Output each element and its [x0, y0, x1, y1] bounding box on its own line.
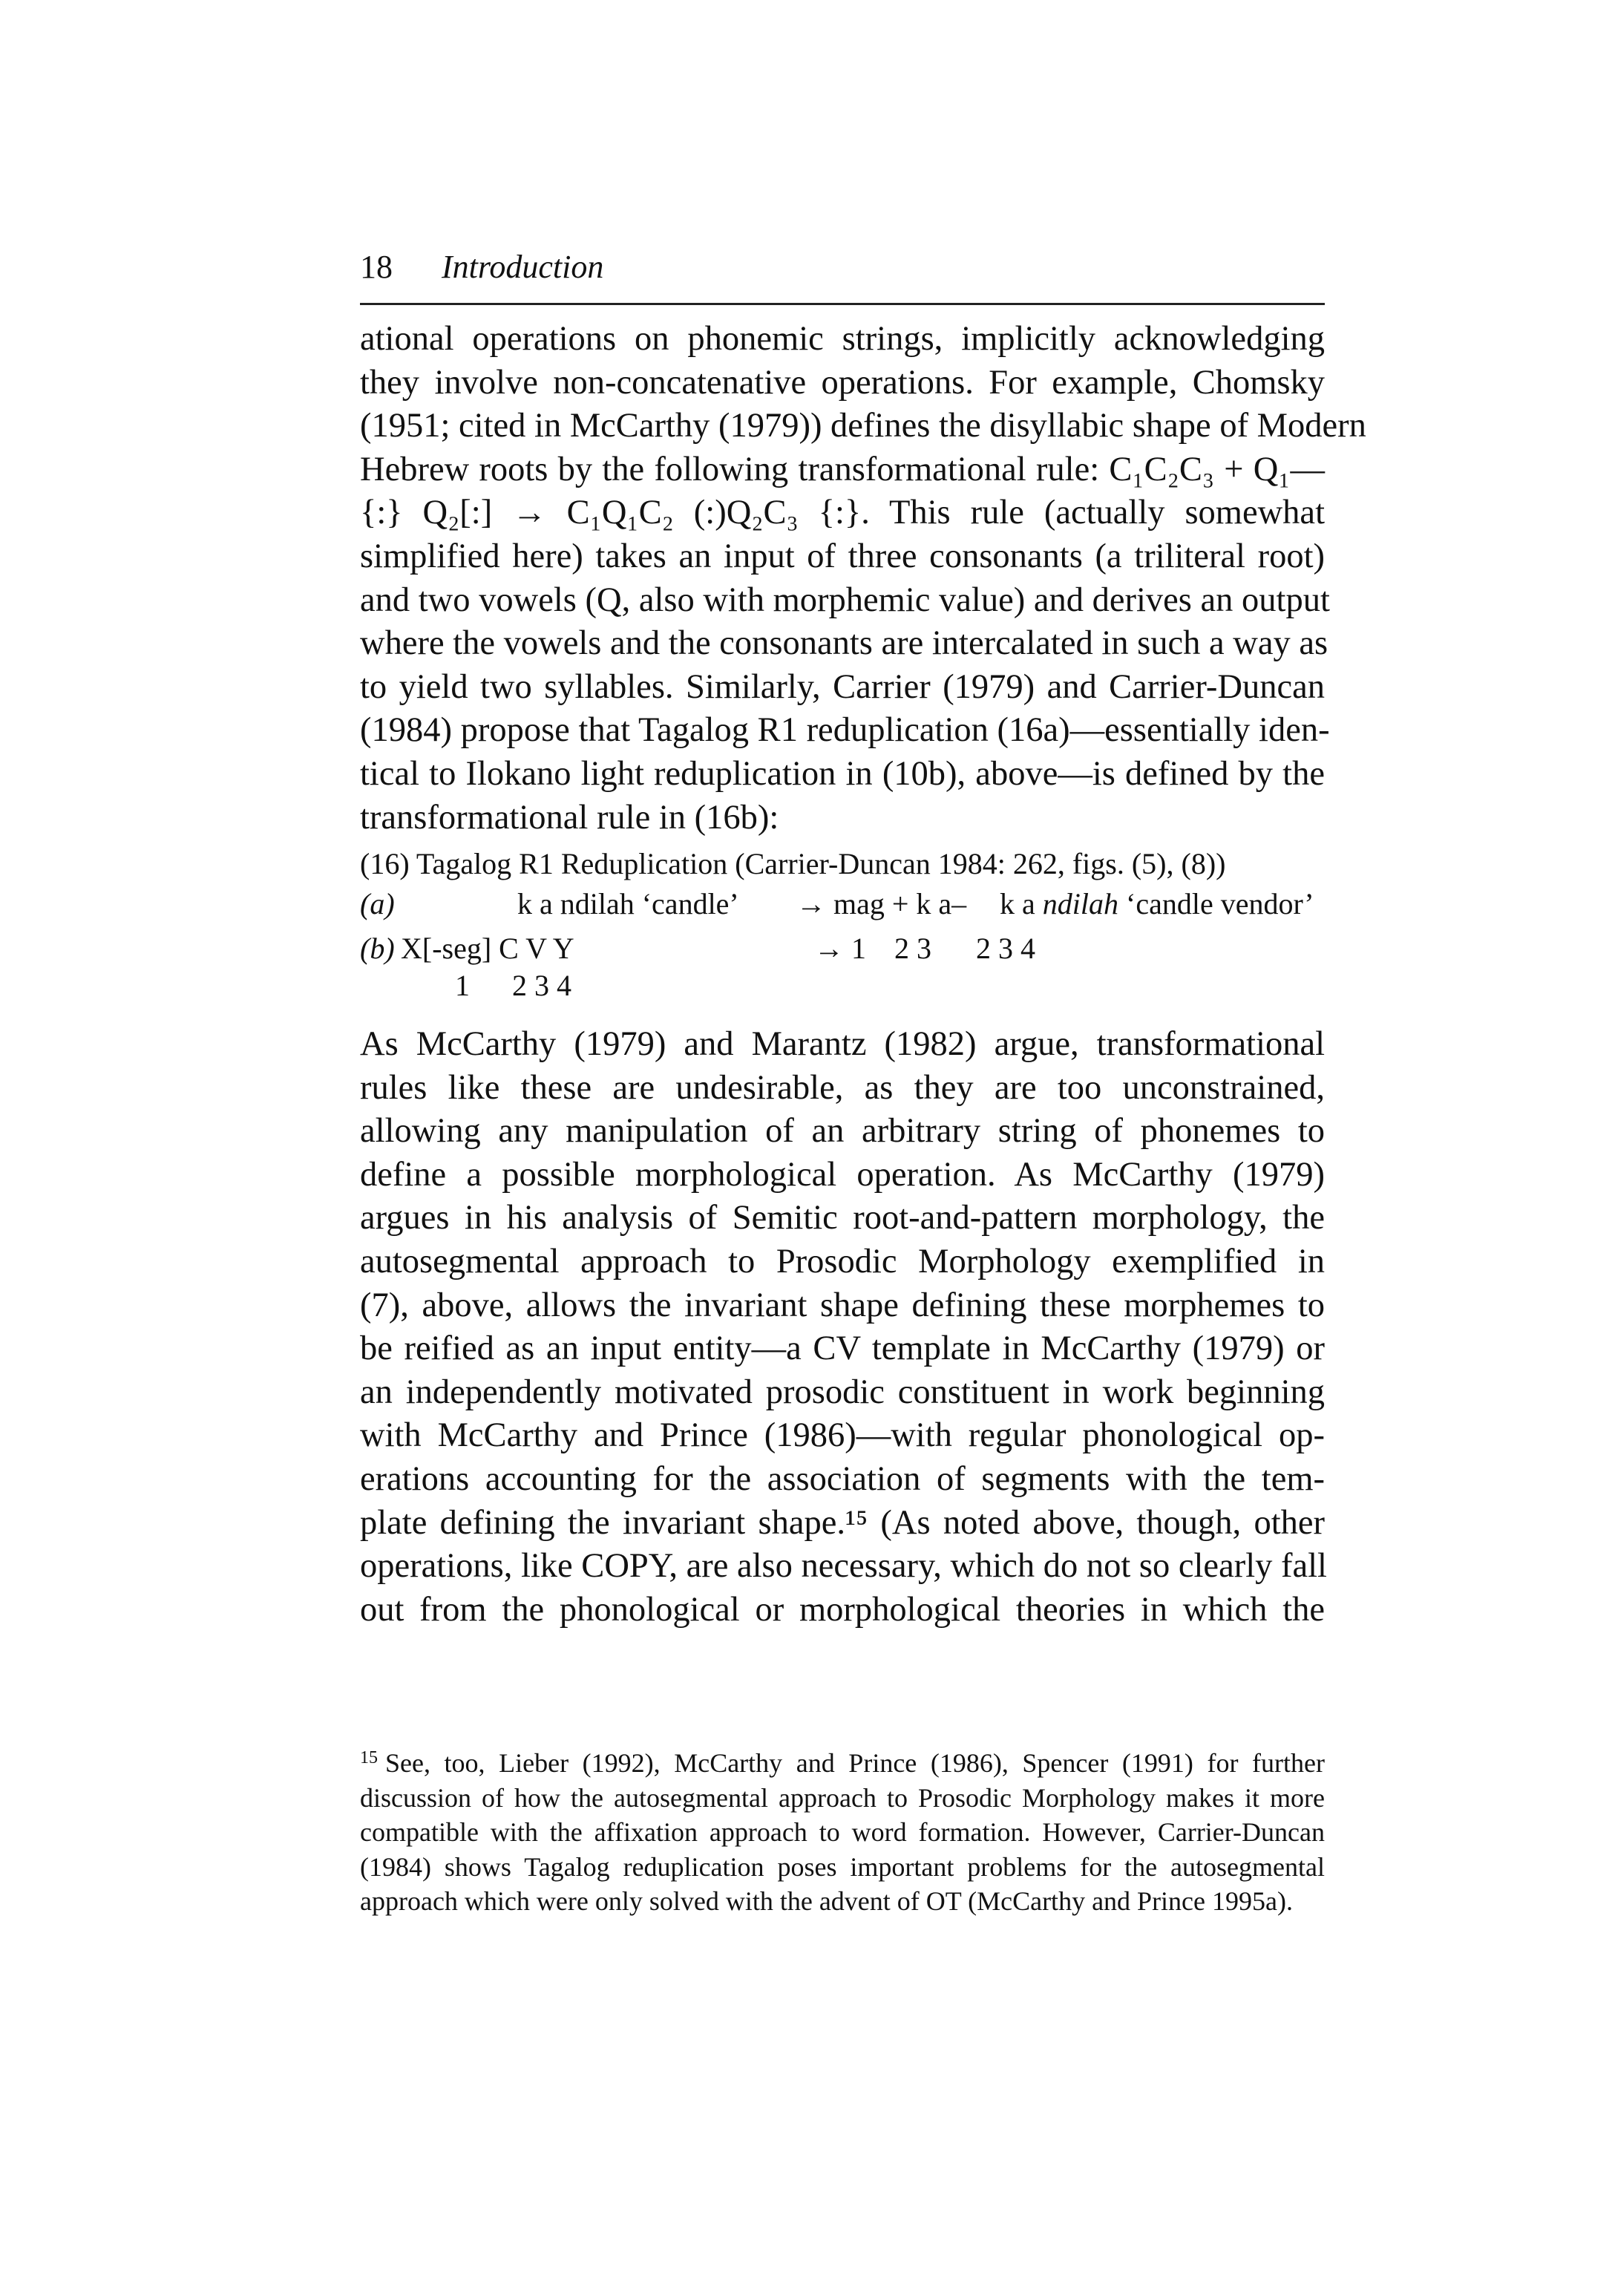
footnote-line: compatible with the affixation approach to word formation. However, Carrier-Duncan — [360, 1817, 1325, 1847]
text-line: argues in his analysis of Semitic root-and-pattern morphology, the — [360, 1199, 1325, 1237]
footnote-line: discussion of how the autosegmental approach to Prosodic Morphology makes it more — [360, 1782, 1325, 1813]
example-a-label: (a) — [360, 887, 395, 920]
text-line: transformational rule in (16b): — [360, 798, 779, 837]
example-b-structure: X[-seg] C V Y — [401, 932, 574, 965]
running-head — [360, 245, 1325, 305]
text-line: simplified here) takes an input of three consonants (a triliteral root) — [360, 537, 1325, 575]
footnote-text: See, too, Lieber (1992), McCarthy and Prince (1986), Spencer (1991) for further — [385, 1748, 1325, 1778]
example-a-input: k a ndilah ‘candle’ — [517, 887, 739, 920]
text-line: operations, like COPY, are also necessary, which do not so clearly fall — [360, 1547, 1327, 1586]
footnote-line: approach which were only solved with the advent of OT (McCarthy and Prince 1995a). — [360, 1886, 1293, 1916]
page-number: 18 — [360, 249, 393, 285]
example-b-output-1: 2 3 — [894, 932, 931, 965]
example-b-arrow: → 1 — [814, 932, 866, 965]
text-line: plate defining the invariant shape.¹⁵ (As noted above, though, other — [360, 1503, 1325, 1542]
paragraph-transformational-rules — [360, 318, 1366, 840]
text-line: As McCarthy (1979) and Marantz (1982) argue, transformational — [360, 1025, 1325, 1063]
text-line: out from the phonological or morphological theories in which the — [360, 1590, 1325, 1629]
text-line: rules like these are undesirable, as they are too unconstrained, — [360, 1068, 1325, 1107]
text-line: an independently motivated prosodic constituent in work beginning — [360, 1373, 1325, 1411]
footnote-line: (1984) shows Tagalog reduplication poses important problems for the autosegmental — [360, 1851, 1325, 1882]
example-a-output — [1000, 885, 1314, 923]
text-line: (1951; cited in McCarthy (1979)) defines the disyllabic shape of Modern — [360, 407, 1366, 445]
example-16 — [360, 845, 1325, 1008]
text-line: tical to Ilokano light reduplication in (10b), above—is defined by the — [360, 754, 1325, 793]
text-line: and two vowels (Q, also with morphemic value) and derives an output — [360, 580, 1330, 619]
text-line: allowing any manipulation of an arbitrary string of phonemes to — [360, 1112, 1325, 1151]
example-a-gloss: ‘candle vendor’ — [1118, 887, 1314, 920]
text-line: ational operations on phonemic strings, implicitly acknowledging — [360, 320, 1325, 358]
text-line: where the vowels and the consonants are intercalated in such a way as — [360, 624, 1328, 663]
example-b-index-1: 1 — [455, 969, 470, 1002]
example-a-output-italic: ndilah — [1042, 887, 1118, 920]
text-line: (1984) propose that Tagalog R1 reduplication (16a)—essentially iden- — [360, 711, 1330, 750]
text-line: be reified as an input entity—a CV template in McCarthy (1979) or — [360, 1329, 1325, 1368]
text-line: erations accounting for the association of segments with the tem- — [360, 1459, 1325, 1498]
text-line: they involve non-concatenative operations. For example, Chomsky — [360, 363, 1325, 402]
example-b-output-2: 2 3 4 — [976, 932, 1035, 965]
text-line: autosegmental approach to Prosodic Morphology exemplified in — [360, 1242, 1325, 1281]
text-line: to yield two syllables. Similarly, Carrier (1979) and Carrier-Duncan — [360, 667, 1325, 706]
example-a-arrow: → mag + k a– — [796, 887, 967, 920]
example-b-label: (b) — [360, 932, 395, 965]
footnote-15 — [360, 1741, 1325, 1919]
text-line: {:} Q₂[:] → C₁Q₁C₂ (:)Q₂C₃ {:}. This rule (actually somewhat — [360, 494, 1325, 532]
footnote-line — [360, 1741, 1325, 1781]
text-line: Hebrew roots by the following transformational rule: C₁C₂C₃ + Q₁— — [360, 450, 1325, 488]
chapter-title: Introduction — [442, 249, 604, 285]
example-b-index-2: 2 3 4 — [512, 969, 571, 1002]
text-line: define a possible morphological operation. As McCarthy (1979) — [360, 1155, 1325, 1194]
text-line: (7), above, allows the invariant shape defining these morphemes to — [360, 1286, 1325, 1324]
example-title: (16) Tagalog R1 Reduplication (Carrier-Duncan 1984: 262, figs. (5), (8)) — [360, 847, 1226, 880]
text-line: with McCarthy and Prince (1986)—with regular phonological op- — [360, 1416, 1325, 1455]
footnote-mark: 15 — [360, 1748, 378, 1767]
paragraph-mccarthy-argument — [360, 1023, 1325, 1632]
example-a-output-base: k a — [1000, 887, 1043, 920]
